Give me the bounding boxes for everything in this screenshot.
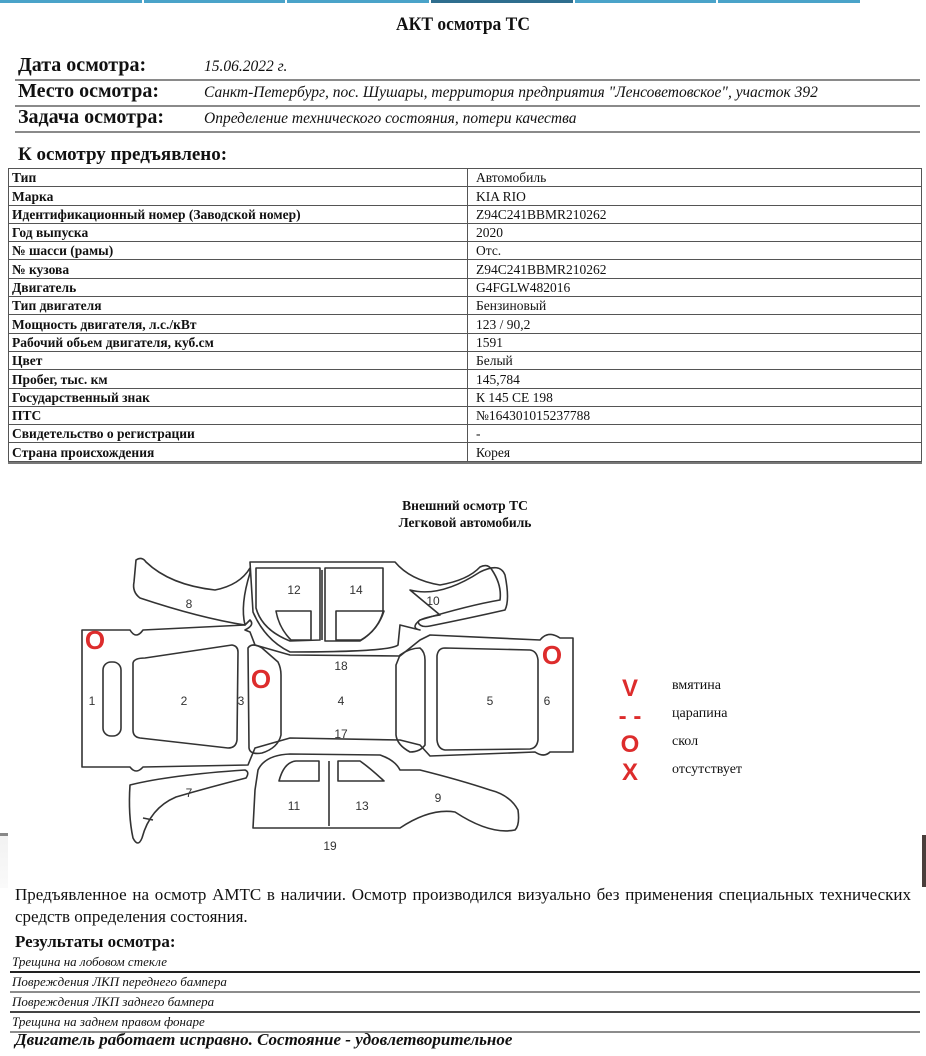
diagram-title-line2: Легковой автомобиль bbox=[398, 515, 532, 530]
inspection-task-row bbox=[15, 107, 920, 133]
result-item: Повреждения ЛКП заднего бампера bbox=[10, 993, 920, 1013]
bottom-door-frame-outline bbox=[253, 754, 519, 831]
spec-value: 123 / 90,2 bbox=[468, 315, 922, 333]
spec-row bbox=[9, 443, 922, 461]
spec-value: Отс. bbox=[468, 242, 922, 260]
panel-8-outline bbox=[134, 558, 250, 625]
toolbar-segment bbox=[287, 0, 429, 3]
spec-key: № кузова bbox=[9, 260, 468, 278]
spec-key: Двигатель bbox=[9, 278, 468, 296]
inspection-place-row bbox=[15, 81, 920, 107]
inspection-place-value: Санкт-Петербург, пос. Шушары, территория предприятия "Ленсоветовское", участок 392 bbox=[204, 84, 818, 101]
top-toolbar-strip bbox=[0, 0, 860, 3]
panel-number-2: 2 bbox=[180, 694, 188, 708]
panel-number-8: 8 bbox=[185, 597, 193, 611]
spec-value: Z94C241BBMR210262 bbox=[468, 205, 922, 223]
spec-row bbox=[9, 242, 922, 260]
results-title: Результаты осмотра: bbox=[15, 932, 176, 951]
spec-key: № шасси (рамы) bbox=[9, 242, 468, 260]
inspection-task-label: Задача осмотра: bbox=[18, 106, 164, 128]
right-scrollbar[interactable] bbox=[922, 835, 926, 887]
panel-number-4: 4 bbox=[337, 694, 345, 708]
panel-number-9: 9 bbox=[434, 791, 442, 805]
results-conclusion: Двигатель работает исправно. Состояние - удовлетворительное bbox=[15, 1030, 513, 1049]
spec-value: Корея bbox=[468, 443, 922, 461]
panel-number-10: 10 bbox=[426, 594, 440, 608]
spec-value: 2020 bbox=[468, 223, 922, 241]
panel-3-outline bbox=[248, 645, 281, 753]
spec-key: Страна происхождения bbox=[9, 443, 468, 461]
toolbar-segment bbox=[575, 0, 717, 3]
spec-value: Автомобиль bbox=[468, 169, 922, 187]
spec-row bbox=[9, 425, 922, 443]
panel-number-11: 11 bbox=[287, 799, 301, 813]
damage-mark-chip-icon: O bbox=[250, 664, 272, 694]
spec-row bbox=[9, 278, 922, 296]
spec-value: №164301015237788 bbox=[468, 406, 922, 424]
spec-key: Пробег, тыс. км bbox=[9, 370, 468, 388]
panel-number-14: 14 bbox=[349, 583, 363, 597]
spec-value: Бензиновый bbox=[468, 297, 922, 315]
legend-symbol-icon: - - bbox=[618, 703, 642, 730]
panel-number-13: 13 bbox=[355, 799, 369, 813]
legend-symbol-icon: O bbox=[620, 731, 640, 758]
panel-13-window bbox=[338, 761, 384, 781]
spec-value: Z94C241BBMR210262 bbox=[468, 260, 922, 278]
result-item: Трещина на лобовом стекле bbox=[10, 953, 920, 973]
panel-number-7: 7 bbox=[185, 786, 193, 800]
spec-value: G4FGLW482016 bbox=[468, 278, 922, 296]
panel-12-window bbox=[276, 611, 311, 640]
spec-key: Марка bbox=[9, 187, 468, 205]
spec-key: Цвет bbox=[9, 351, 468, 369]
panel-11-window bbox=[279, 761, 319, 781]
spec-value: 145,784 bbox=[468, 370, 922, 388]
inspection-date-label: Дата осмотра: bbox=[18, 54, 147, 76]
spec-value: KIA RIO bbox=[468, 187, 922, 205]
results-list bbox=[10, 953, 920, 1033]
panel-number-18: 18 bbox=[334, 659, 348, 673]
spec-row bbox=[9, 169, 922, 187]
result-item: Повреждения ЛКП переднего бампера bbox=[10, 973, 920, 993]
spec-row bbox=[9, 187, 922, 205]
spec-row bbox=[9, 406, 922, 424]
panel-number-5: 5 bbox=[486, 694, 494, 708]
spec-row bbox=[9, 297, 922, 315]
spec-row bbox=[9, 333, 922, 351]
spec-key: Тип двигателя bbox=[9, 297, 468, 315]
panel-number-1: 1 bbox=[88, 694, 96, 708]
damage-mark-chip-icon: O bbox=[541, 640, 563, 670]
panel-14-window bbox=[336, 611, 384, 640]
panel-1-outline bbox=[103, 662, 121, 736]
spec-key: Идентификационный номер (Заводской номер) bbox=[9, 205, 468, 223]
legend-label: скол bbox=[672, 734, 699, 749]
result-item: Трещина на заднем правом фонаре bbox=[10, 1013, 920, 1033]
top-door-frame-outline bbox=[250, 562, 500, 652]
spec-key: Мощность двигателя, л.с./кВт bbox=[9, 315, 468, 333]
spec-row bbox=[9, 370, 922, 388]
left-edge-artifact bbox=[0, 833, 8, 888]
legend-label: отсутствует bbox=[672, 762, 743, 777]
inspection-note: Предъявленное на осмотр АМТС в наличии. Осмотр производился визуально без применения специальных технических средств определения состояния. bbox=[15, 885, 911, 926]
diagram-title-line1: Внешний осмотр ТС bbox=[402, 498, 528, 513]
spec-key: Свидетельство о регистрации bbox=[9, 425, 468, 443]
spec-row bbox=[9, 388, 922, 406]
spec-row bbox=[9, 260, 922, 278]
main-body-outline bbox=[82, 620, 573, 771]
toolbar-segment bbox=[144, 0, 286, 3]
spec-key: Государственный знак bbox=[9, 388, 468, 406]
spec-value: 1591 bbox=[468, 333, 922, 351]
panel-number-19: 19 bbox=[323, 839, 337, 853]
inspection-date-value: 15.06.2022 г. bbox=[204, 58, 288, 75]
spec-row bbox=[9, 351, 922, 369]
vehicle-specs-table bbox=[8, 168, 922, 462]
panel-4-windshield-rear bbox=[396, 648, 425, 752]
spec-value: - bbox=[468, 425, 922, 443]
legend-label: царапина bbox=[672, 706, 728, 721]
vehicle-section-title: К осмотру предъявлено: bbox=[18, 144, 228, 165]
spec-row bbox=[9, 205, 922, 223]
spec-key: Рабочий обьем двигателя, куб.см bbox=[9, 333, 468, 351]
panel-number-6: 6 bbox=[543, 694, 551, 708]
spec-row bbox=[9, 315, 922, 333]
panel-7-mark bbox=[143, 818, 153, 820]
panel-7-outline bbox=[129, 770, 247, 843]
spec-value: Белый bbox=[468, 351, 922, 369]
panel-number-3: 3 bbox=[237, 694, 245, 708]
spec-value: К 145 СЕ 198 bbox=[468, 388, 922, 406]
toolbar-segment bbox=[431, 0, 573, 3]
toolbar-segment bbox=[718, 0, 860, 3]
spec-row bbox=[9, 223, 922, 241]
inspection-date-row bbox=[15, 55, 920, 81]
car-body-diagram bbox=[0, 540, 600, 860]
spec-key: ПТС bbox=[9, 406, 468, 424]
legend-symbol-icon: X bbox=[621, 759, 638, 786]
inspection-info bbox=[15, 55, 920, 133]
document-title: АКТ осмотра ТС bbox=[396, 14, 530, 35]
panel-number-12: 12 bbox=[287, 583, 301, 597]
inspection-place-label: Место осмотра: bbox=[18, 80, 159, 102]
diagram-title bbox=[300, 497, 630, 531]
panel-number-17: 17 bbox=[334, 727, 348, 741]
spec-key: Тип bbox=[9, 169, 468, 187]
panel-10-outline bbox=[410, 568, 508, 627]
damage-mark-chip-icon: O bbox=[84, 625, 106, 655]
legend-label: вмятина bbox=[672, 678, 721, 693]
inspection-task-value: Определение технического состояния, потери качества bbox=[204, 110, 577, 127]
legend-symbol-icon: V bbox=[621, 675, 638, 702]
spec-key: Год выпуска bbox=[9, 223, 468, 241]
toolbar-segment bbox=[0, 0, 142, 3]
